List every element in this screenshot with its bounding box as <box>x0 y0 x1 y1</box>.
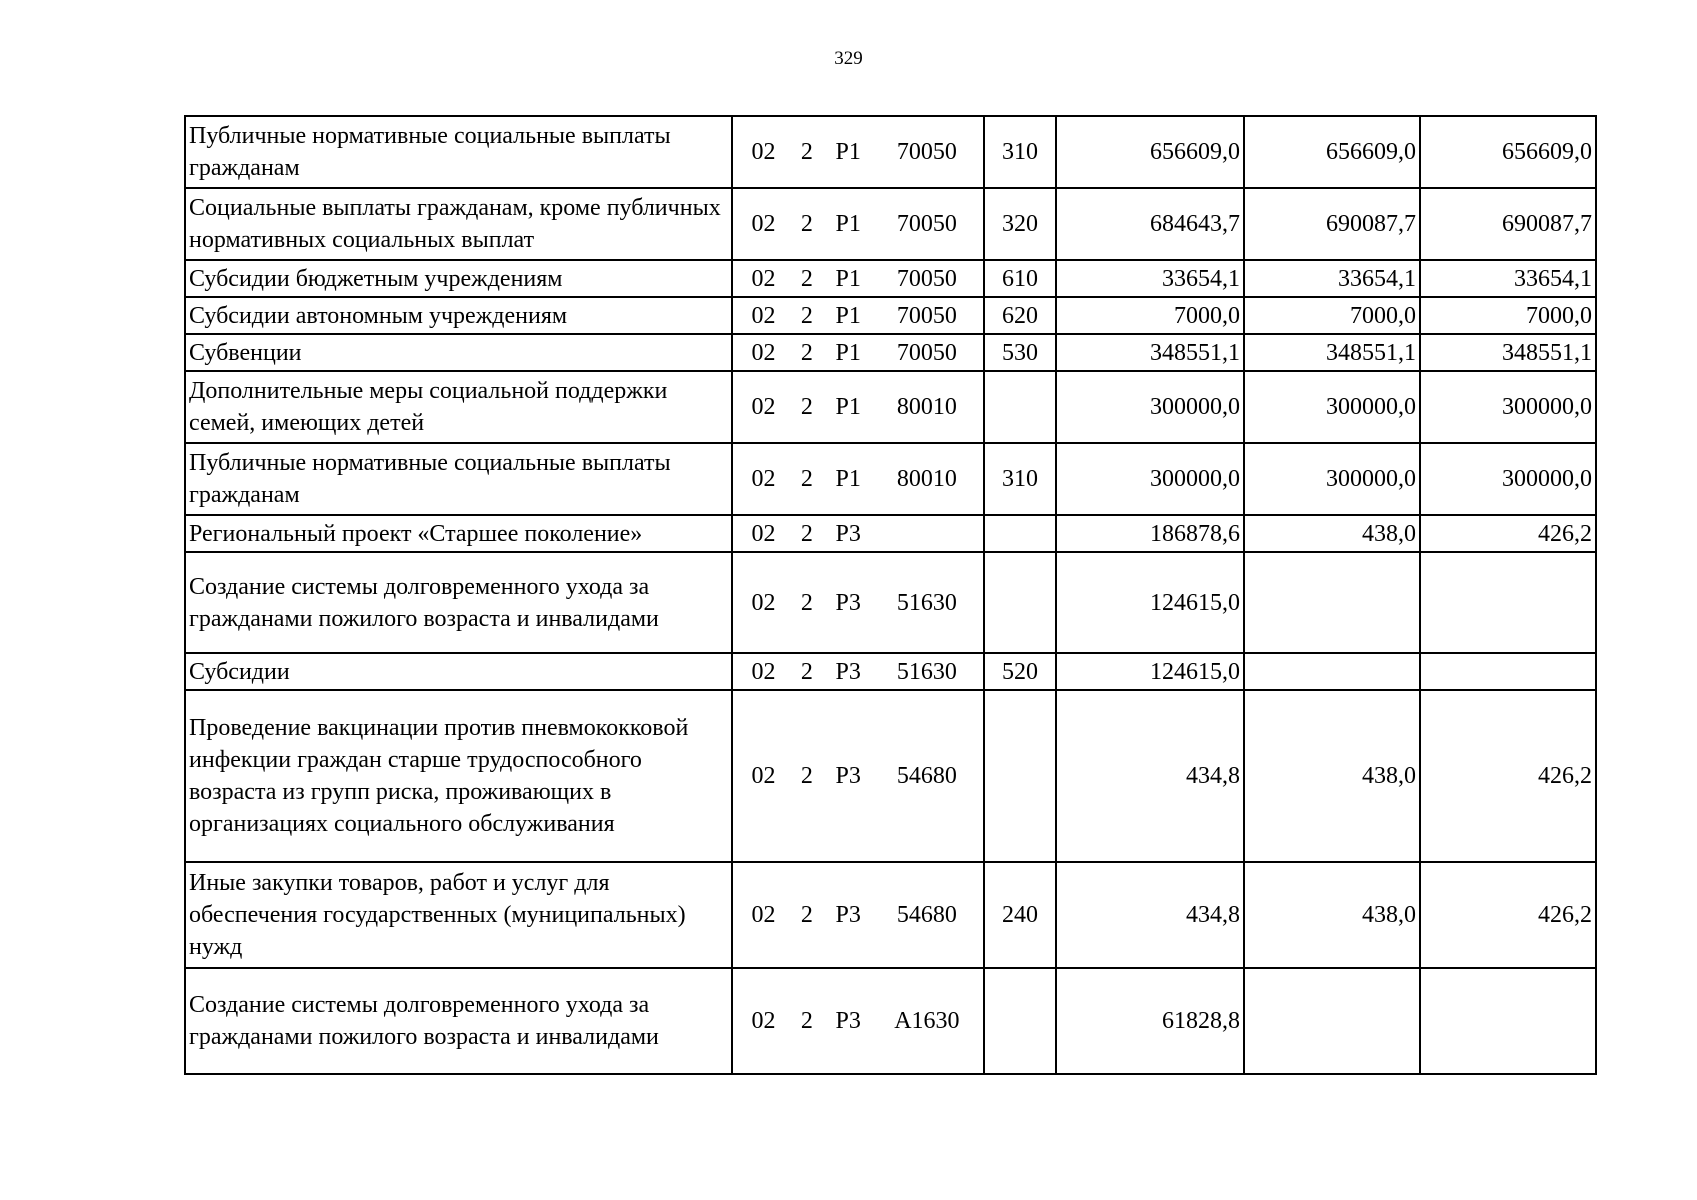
row-code-cell <box>732 371 984 443</box>
code-program: 02 <box>751 302 776 329</box>
code-subprogram: 2 <box>800 763 813 789</box>
code-direction: P1 <box>835 394 861 420</box>
row-amount-2: 438,0 <box>1244 515 1420 552</box>
table-row <box>185 968 1596 1074</box>
row-amount-1: 33654,1 <box>1056 260 1244 297</box>
row-amount-1: 434,8 <box>1056 862 1244 968</box>
row-expense-type <box>984 968 1056 1074</box>
code-subprogram: 2 <box>800 658 813 685</box>
row-expense-type: 530 <box>984 334 1056 371</box>
row-expense-type <box>984 690 1056 862</box>
row-amount-3 <box>1420 552 1596 653</box>
row-code-cell <box>732 552 984 653</box>
row-amount-2 <box>1244 968 1420 1074</box>
row-amount-2: 300000,0 <box>1244 443 1420 515</box>
row-code-cell <box>732 968 984 1074</box>
row-amount-1: 61828,8 <box>1056 968 1244 1074</box>
row-name: Публичные нормативные социальные выплаты гражданам <box>185 116 732 188</box>
code-program: 02 <box>751 211 776 237</box>
row-amount-3: 656609,0 <box>1420 116 1596 188</box>
code-number: 54680 <box>896 902 957 928</box>
table-row <box>185 116 1596 188</box>
row-code-cell <box>732 443 984 515</box>
row-expense-type: 240 <box>984 862 1056 968</box>
code-subprogram: 2 <box>800 466 813 492</box>
row-name: Субсидии автономным учреждениям <box>185 297 732 334</box>
code-subprogram: 2 <box>800 394 813 420</box>
row-code-cell <box>732 297 984 334</box>
code-program: 02 <box>751 265 776 292</box>
code-program: 02 <box>751 658 776 685</box>
code-direction: P1 <box>835 339 861 366</box>
code-number: 54680 <box>896 763 957 789</box>
table-row <box>185 260 1596 297</box>
row-name: Иные закупки товаров, работ и услуг для обеспечения государственных (муниципальных) нужд <box>185 862 732 968</box>
code-number: 51630 <box>896 658 957 685</box>
row-amount-3: 300000,0 <box>1420 443 1596 515</box>
row-expense-type: 620 <box>984 297 1056 334</box>
row-expense-type <box>984 552 1056 653</box>
code-direction: P1 <box>835 211 861 237</box>
row-name: Проведение вакцинации против пневмококковой инфекции граждан старше трудоспособного возраста из групп риска, проживающих в организациях социального обслуживания <box>185 690 732 862</box>
row-amount-1: 300000,0 <box>1056 443 1244 515</box>
code-number: 80010 <box>896 394 957 420</box>
table-row <box>185 653 1596 690</box>
code-subprogram: 2 <box>800 520 813 547</box>
row-code-cell <box>732 515 984 552</box>
row-expense-type: 320 <box>984 188 1056 260</box>
code-direction: P3 <box>835 902 861 928</box>
page-number: 329 <box>834 48 863 69</box>
code-program: 02 <box>751 139 776 165</box>
row-name: Региональный проект «Старшее поколение» <box>185 515 732 552</box>
row-amount-1: 186878,6 <box>1056 515 1244 552</box>
code-program: 02 <box>751 394 776 420</box>
code-direction: P3 <box>835 1008 861 1034</box>
code-subprogram: 2 <box>800 1008 813 1034</box>
code-program: 02 <box>751 589 776 616</box>
row-amount-1: 684643,7 <box>1056 188 1244 260</box>
code-number: 80010 <box>896 466 957 492</box>
row-amount-3: 300000,0 <box>1420 371 1596 443</box>
code-number: 51630 <box>896 589 957 616</box>
table-row <box>185 371 1596 443</box>
row-code-cell <box>732 653 984 690</box>
row-expense-type: 610 <box>984 260 1056 297</box>
row-name: Субсидии бюджетным учреждениям <box>185 260 732 297</box>
code-direction: P3 <box>835 763 861 789</box>
code-number: 70050 <box>896 339 957 366</box>
row-name: Дополнительные меры социальной поддержки семей, имеющих детей <box>185 371 732 443</box>
row-expense-type: 310 <box>984 443 1056 515</box>
row-code-cell <box>732 334 984 371</box>
row-name: Создание системы долговременного ухода за гражданами пожилого возраста и инвалидами <box>185 552 732 653</box>
code-subprogram: 2 <box>800 902 813 928</box>
row-amount-1: 348551,1 <box>1056 334 1244 371</box>
row-amount-2: 300000,0 <box>1244 371 1420 443</box>
row-code-cell <box>732 116 984 188</box>
code-direction: P1 <box>835 466 861 492</box>
code-subprogram: 2 <box>800 589 813 616</box>
row-name: Социальные выплаты гражданам, кроме публичных нормативных социальных выплат <box>185 188 732 260</box>
code-subprogram: 2 <box>800 265 813 292</box>
row-amount-2: 33654,1 <box>1244 260 1420 297</box>
row-code-cell <box>732 690 984 862</box>
row-amount-2 <box>1244 653 1420 690</box>
code-subprogram: 2 <box>800 139 813 165</box>
row-amount-2: 438,0 <box>1244 862 1420 968</box>
code-program: 02 <box>751 466 776 492</box>
row-amount-3 <box>1420 968 1596 1074</box>
code-direction: P1 <box>835 139 861 165</box>
code-direction: P3 <box>835 520 861 547</box>
row-code-cell <box>732 862 984 968</box>
code-number: A1630 <box>894 1008 960 1034</box>
code-program: 02 <box>751 763 776 789</box>
row-name: Субвенции <box>185 334 732 371</box>
table-row <box>185 552 1596 653</box>
row-name: Создание системы долговременного ухода за гражданами пожилого возраста и инвалидами <box>185 968 732 1074</box>
row-amount-3: 426,2 <box>1420 690 1596 862</box>
row-amount-1: 300000,0 <box>1056 371 1244 443</box>
table-body <box>185 116 1596 1074</box>
budget-table <box>184 115 1597 1075</box>
row-amount-1: 656609,0 <box>1056 116 1244 188</box>
code-number: 70050 <box>896 302 957 329</box>
code-program: 02 <box>751 339 776 366</box>
code-program: 02 <box>751 1008 776 1034</box>
code-subprogram: 2 <box>800 302 813 329</box>
table-row <box>185 862 1596 968</box>
row-amount-1: 434,8 <box>1056 690 1244 862</box>
row-amount-1: 124615,0 <box>1056 552 1244 653</box>
row-amount-2: 438,0 <box>1244 690 1420 862</box>
row-amount-2 <box>1244 552 1420 653</box>
row-amount-2: 656609,0 <box>1244 116 1420 188</box>
code-program: 02 <box>751 902 776 928</box>
row-amount-3: 690087,7 <box>1420 188 1596 260</box>
row-name: Субсидии <box>185 653 732 690</box>
code-program: 02 <box>751 520 776 547</box>
row-amount-2: 348551,1 <box>1244 334 1420 371</box>
code-number: 70050 <box>896 265 957 292</box>
table-row <box>185 188 1596 260</box>
row-amount-3: 426,2 <box>1420 515 1596 552</box>
row-expense-type <box>984 515 1056 552</box>
code-number: 70050 <box>896 211 957 237</box>
row-amount-3: 7000,0 <box>1420 297 1596 334</box>
row-amount-2: 690087,7 <box>1244 188 1420 260</box>
table-row <box>185 297 1596 334</box>
row-expense-type: 520 <box>984 653 1056 690</box>
row-expense-type <box>984 371 1056 443</box>
row-amount-3: 348551,1 <box>1420 334 1596 371</box>
code-direction: P1 <box>835 265 861 292</box>
code-direction: P3 <box>835 658 861 685</box>
table-row <box>185 515 1596 552</box>
row-name: Публичные нормативные социальные выплаты гражданам <box>185 443 732 515</box>
code-direction: P1 <box>835 302 861 329</box>
row-amount-1: 7000,0 <box>1056 297 1244 334</box>
row-amount-3: 426,2 <box>1420 862 1596 968</box>
table-row <box>185 690 1596 862</box>
code-subprogram: 2 <box>800 211 813 237</box>
row-amount-1: 124615,0 <box>1056 653 1244 690</box>
code-number: 70050 <box>896 139 957 165</box>
row-code-cell <box>732 188 984 260</box>
row-amount-3: 33654,1 <box>1420 260 1596 297</box>
code-direction: P3 <box>835 589 861 616</box>
code-subprogram: 2 <box>800 339 813 366</box>
table-row <box>185 334 1596 371</box>
table-row <box>185 443 1596 515</box>
row-amount-3 <box>1420 653 1596 690</box>
row-expense-type: 310 <box>984 116 1056 188</box>
row-amount-2: 7000,0 <box>1244 297 1420 334</box>
row-code-cell <box>732 260 984 297</box>
